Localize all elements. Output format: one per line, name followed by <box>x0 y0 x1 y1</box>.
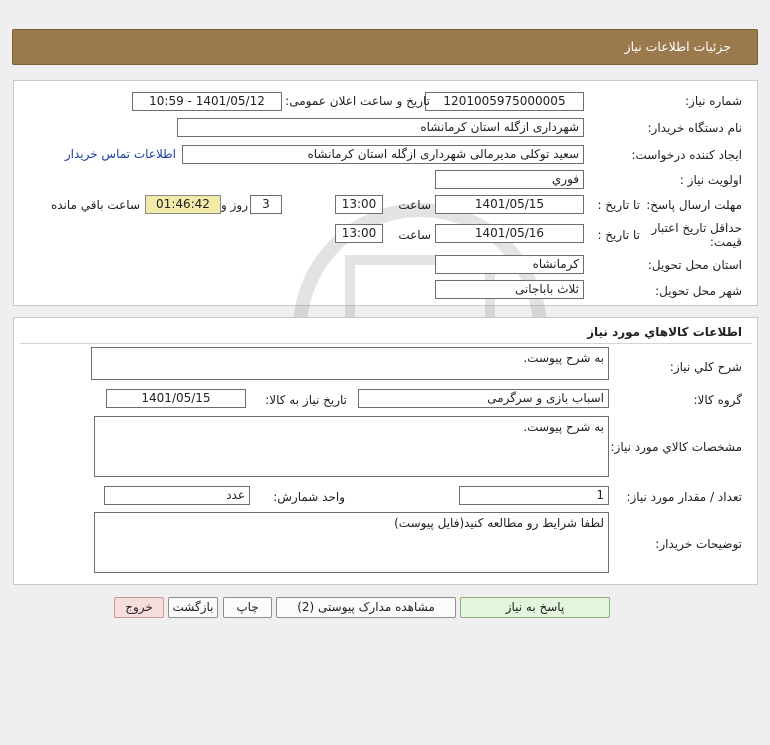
remaining-days-field: 3 <box>250 195 282 214</box>
quantity-field: 1 <box>459 486 609 505</box>
view-attachments-button[interactable]: مشاهده مدارک پیوستی (2) <box>276 597 456 618</box>
section-divider <box>20 343 752 344</box>
deadline-time-label: ساعت <box>398 198 431 212</box>
need-number-label: شماره نیاز: <box>685 94 742 108</box>
quantity-label: تعداد / مقدار مورد نیاز: <box>626 490 742 504</box>
deadline-time-field: 13:00 <box>335 195 383 214</box>
page-title: جزئیات اطلاعات نیاز <box>624 39 731 54</box>
need-date-field: 1401/05/15 <box>106 389 246 408</box>
summary-label: شرح کلي نياز: <box>669 360 742 374</box>
deadline-to-date-label: تا تاریخ : <box>597 198 640 212</box>
need-info-panel <box>13 80 758 306</box>
specs-field: به شرح پیوست. <box>94 416 609 477</box>
goods-group-label: گروه کالا: <box>693 393 742 407</box>
summary-field: به شرح پیوست. <box>91 347 609 380</box>
validity-to-date-label: تا تاریخ : <box>597 228 640 242</box>
back-button[interactable]: بازگشت <box>168 597 218 618</box>
goods-group-field: اسباب بازی و سرگرمی <box>358 389 609 408</box>
page-header <box>12 29 758 65</box>
buyer-notes-label: توضیحات خریدار: <box>655 537 742 551</box>
announce-datetime-field: 1401/05/12 - 10:59 <box>132 92 282 111</box>
need-number-field: 1201005975000005 <box>425 92 584 111</box>
need-date-label: تاریخ نیاز به کالا: <box>265 393 347 407</box>
price-validity-label-line2: قیمت: <box>709 235 742 249</box>
priority-field: فوري <box>435 170 584 189</box>
buyer-org-label: نام دستگاه خریدار: <box>647 121 742 135</box>
validity-date-field: 1401/05/16 <box>435 224 584 243</box>
announce-datetime-label: تاریخ و ساعت اعلان عمومی: <box>285 94 430 108</box>
buyer-notes-field: لطفا شرایط رو مطالعه کنید(فایل پیوست) <box>94 512 609 573</box>
exit-button[interactable]: خروج <box>114 597 164 618</box>
buyer-contact-link[interactable]: اطلاعات تماس خریدار <box>64 147 176 161</box>
validity-time-label: ساعت <box>398 228 431 242</box>
creator-label: ایجاد کننده درخواست: <box>631 148 742 162</box>
remaining-time-field: 01:46:42 <box>145 195 221 214</box>
remaining-time-label: ساعت باقي مانده <box>50 198 140 212</box>
creator-field: سعید توکلی مدیرمالی شهرداری ازگله استان کرمانشاه <box>182 145 584 164</box>
deadline-label: مهلت ارسال پاسخ: <box>646 198 742 212</box>
unit-field: عدد <box>104 486 250 505</box>
city-field: ثلاث باباجانی <box>435 280 584 299</box>
specs-label: مشخصات کالاي مورد نياز: <box>610 440 742 454</box>
province-field: کرمانشاه <box>435 255 584 274</box>
reply-button[interactable]: پاسخ به نیاز <box>460 597 610 618</box>
validity-time-field: 13:00 <box>335 224 383 243</box>
price-validity-label-line1: حداقل تاریخ اعتبار <box>651 221 742 235</box>
print-button[interactable]: چاپ <box>223 597 272 618</box>
city-label: شهر محل تحویل: <box>655 284 742 298</box>
days-label: روز و <box>221 198 248 212</box>
deadline-date-field: 1401/05/15 <box>435 195 584 214</box>
goods-section-title: اطلاعات کالاهاي مورد نياز <box>587 325 742 339</box>
province-label: استان محل تحویل: <box>647 258 742 272</box>
unit-label: واحد شمارش: <box>273 490 345 504</box>
priority-label: اولویت نیاز : <box>679 173 742 187</box>
buyer-org-field: شهرداری ازگله استان کرمانشاه <box>177 118 584 137</box>
